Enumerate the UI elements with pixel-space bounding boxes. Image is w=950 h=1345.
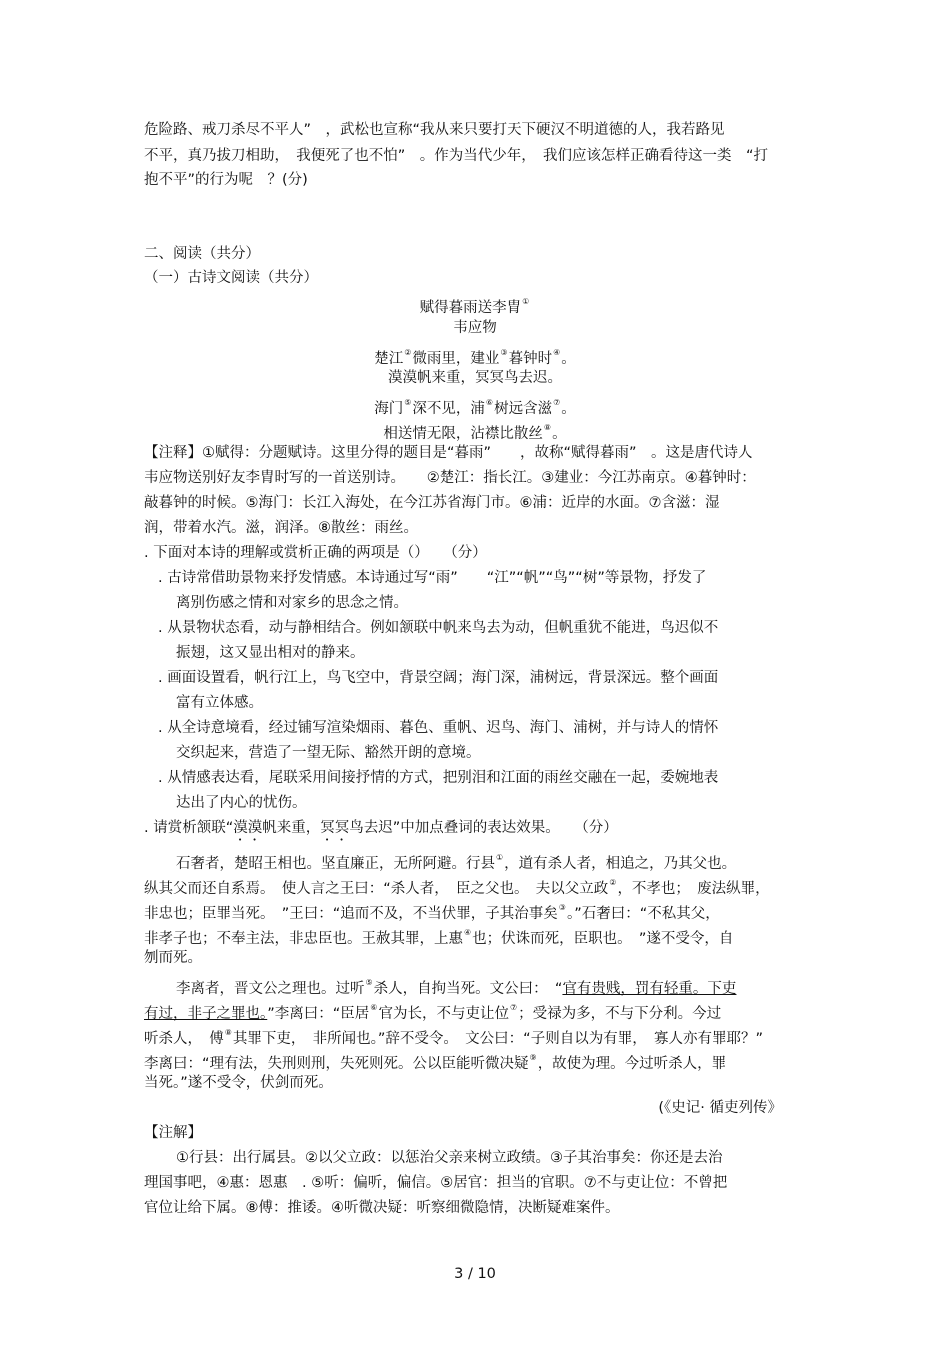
note-line: 润，带着水汽。滋，润泽。⑧散丝：雨丝。 — [144, 520, 418, 536]
passage-line: 纵其父而还自系焉。 使人言之王曰：“杀人者， 臣之父也。 夫以父立政②，不孝也； 废法纵罪， — [144, 878, 770, 897]
poem-title: 赋得暮雨送李胄① — [419, 297, 530, 316]
note-line: 敲暮钟的时候。⑤海门：长江入海处，在今江苏省海门市。⑥浦：近岸的水面。⑦含滋：湿 — [144, 495, 720, 511]
question-stem: . 下面对本诗的理解或赏析正确的两项是（） （分） — [144, 545, 487, 561]
annotation-line: 理国事吧，④惠：恩惠 . ⑤听：偏听，偏信。⑤居官：担当的官职。⑦不与吏让位：不曾把 — [144, 1175, 728, 1191]
passage-line: 刎而死。 — [144, 950, 202, 966]
text-line: 不平，真乃拔刀相助， 我便死了也不怕” 。作为当代少年， 我们应该怎样正确看待这一类 “打 — [144, 148, 769, 164]
passage-line: 石奢者，楚昭王相也。坚直廉正，无所阿避。行县①，道有杀人者，相追之，乃其父也。 — [176, 853, 737, 872]
option-line: 振翅，这又显出相对的静来。 — [176, 645, 365, 661]
poem-line: 相送情无限，沾襟比散丝⑧。 — [383, 423, 567, 442]
passage-line: 听杀人， 傅⑧其罪下吏， 非所闻也。”辞不受令。 文公曰：“子则自以为有罪， 寡人亦有罪耶？” — [144, 1028, 763, 1047]
text-line: 危险路、戒刀杀尽不平人” ，武松也宣称“我从来只要打天下硬汉不明道德的人，我若路见 — [144, 122, 725, 138]
option-line: . 从情感表达看，尾联采用间接抒情的方式，把别泪和江面的雨丝交融在一起，委婉地表 — [158, 770, 719, 786]
subsection-heading: （一）古诗文阅读（共分） — [144, 270, 318, 286]
poem-author: 韦应物 — [453, 320, 497, 336]
passage-line: 非忠也；臣罪当死。 ”王曰：“追而不及，不当伏罪，子其治事矣③。”石奢曰：“不私其父， — [144, 903, 720, 922]
annotation-line: 官位让给下属。⑧傅：推诿。④听微决疑：听察细微隐情，决断疑难案件。 — [144, 1200, 620, 1216]
option-line: . 古诗常借助景物来抒发情感。本诗通过写“雨” “江”“帆”“鸟”“树”等景物，抒发了 — [158, 570, 707, 586]
text-line: 抱不平”的行为呢 ？(分) — [144, 172, 308, 188]
section-heading: 二、阅读（共分） — [144, 246, 260, 262]
option-line: . 画面设置看，帆行江上，鸟飞空中，背景空阔；海门深，浦树远，背景深远。整个画面 — [158, 670, 719, 686]
annotation-heading: 【注解】 — [144, 1125, 202, 1141]
note-line: 【注释】①赋得：分题赋诗。这里分得的题目是“暮雨” ，故称“赋得暮雨” 。这是唐代诗人 — [144, 445, 753, 461]
passage-line: 李离者，晋文公之理也。过听⑤杀人，自拘当死。文公曰： “官有贵贱，罚有轻重。下吏 — [176, 978, 737, 997]
passage-line: 当死。”遂不受令，伏剑而死。 — [144, 1075, 333, 1091]
note-line: 韦应物送别好友李胄时写的一首送别诗。 ②楚江：指长江。③建业：今江苏南京。④暮钟时： — [144, 470, 756, 486]
poem-line: 漠漠帆来重，冥冥鸟去迟。 — [388, 370, 562, 386]
option-line: . 从全诗意境看，经过铺写渲染烟雨、暮色、重帆、迟鸟、海门、浦树，并与诗人的情怀 — [158, 720, 719, 736]
poem-line: 海门⑤深不见，浦⑥树远含滋⑦。 — [374, 398, 576, 417]
passage-line: 非孝子也；不奉主法，非忠臣也。王赦其罪，上惠④也；伏诛而死，臣职也。 ”遂不受令，自 — [144, 928, 734, 947]
passage-line: 李离曰：“理有法，失刑则刑，失死则死。公以臣能听微决疑⑨，故使为理。今过听杀人，罪 — [144, 1053, 727, 1072]
option-line: 达出了内心的忧伤。 — [176, 795, 307, 811]
option-line: 交织起来，营造了一望无际、豁然开朗的意境。 — [176, 745, 481, 761]
passage-line: 有过，非子之罪也。”李离曰：“臣居⑥官为长，不与吏让位⑦；受禄为多，不与下分利。今过 — [144, 1003, 722, 1022]
option-line: . 从景物状态看，动与静相结合。例如颔联中帆来鸟去为动，但帆重犹不能进，鸟迟似不 — [158, 620, 719, 636]
poem-line: 楚江②微雨里，建业③暮钟时④。 — [374, 348, 576, 367]
option-line: 离别伤感之情和对家乡的思念之情。 — [176, 595, 408, 611]
option-line: 富有立体感。 — [176, 695, 263, 711]
annotation-line: ①行县：出行属县。②以父立政：以惩治父亲来树立政绩。③子其治事矣：你还是去治 — [176, 1150, 723, 1166]
passage-source: (《史记· 循吏列传》 — [658, 1100, 782, 1116]
question-stem: . 请赏析颔联“漠漠帆来重，冥冥鸟去迟”中加点叠词的表达效果。 （分） — [144, 820, 618, 836]
page-number: 3 / 10 — [454, 1266, 496, 1282]
